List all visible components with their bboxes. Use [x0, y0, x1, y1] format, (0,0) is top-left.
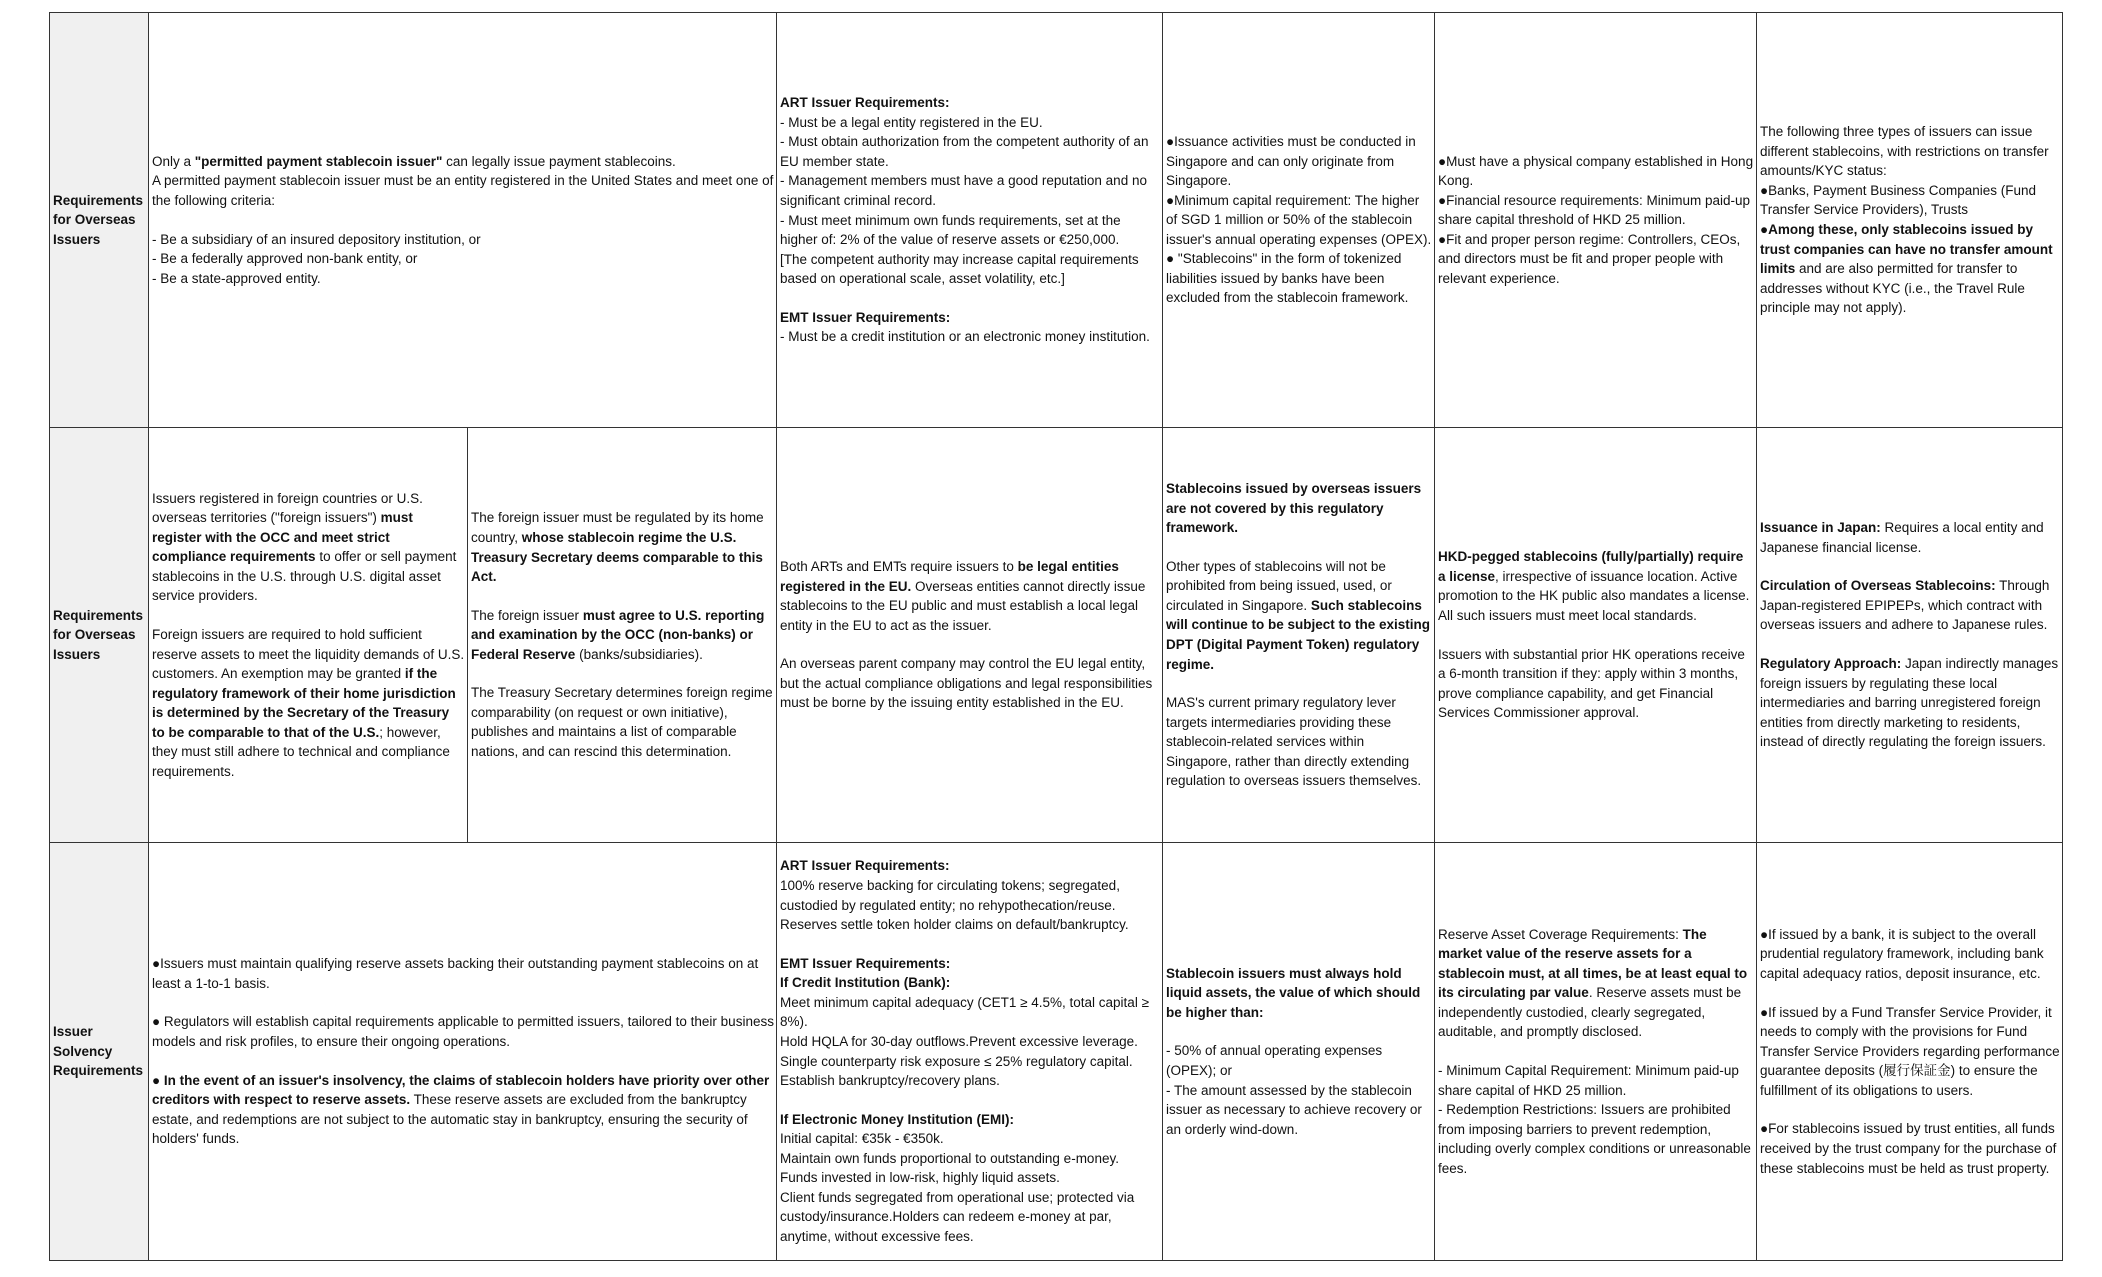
text-run: - Minimum Capital Requirement: Minimum paid-up share capital of HKD 25 million. — [1438, 1063, 1739, 1098]
text-run: The Treasury Secretary determines foreign regime comparability (on request or own initiative), publishes and maintains a list of comparable nations, and can rescind this determination. — [471, 685, 773, 760]
bold-text: "permitted payment stablecoin issuer" — [194, 153, 443, 169]
paragraph — [780, 557, 1160, 635]
paragraph — [152, 954, 774, 993]
bold-text: If Credit Institution (Bank): — [780, 975, 951, 991]
bold-text: Regulatory Approach: — [1760, 656, 1902, 671]
paragraph — [1760, 925, 2060, 984]
paragraph — [1166, 1041, 1432, 1139]
text-run: ●Financial resource requirements: Minimum paid-up share capital threshold of HKD 25 million. — [1438, 192, 1751, 228]
paragraph — [1166, 557, 1432, 674]
paragraph — [1760, 518, 2060, 557]
table-row — [50, 428, 2063, 843]
text-run: ●Must have a physical company established in Hong Kong. — [1438, 153, 1754, 189]
paragraph — [780, 856, 1160, 934]
cell-us-registration — [149, 428, 468, 843]
paragraph — [780, 1110, 1160, 1247]
cell-us — [149, 843, 777, 1261]
text-run: and are also permitted for transfer to addresses without KYC (i.e., the Travel Rule principle may not apply). — [1760, 261, 2025, 316]
table-row — [50, 13, 2063, 428]
cell-eu — [777, 428, 1163, 843]
cell-japan — [1757, 843, 2063, 1261]
text-run: - Must be a legal entity registered in the EU. — [780, 114, 1043, 130]
bold-text: ART Issuer Requirements: — [780, 95, 950, 111]
paragraph — [1760, 576, 2060, 635]
bold-text: EMT Issuer Requirements: — [780, 309, 951, 325]
table-row — [50, 843, 2063, 1261]
paragraph — [152, 625, 465, 782]
text-run: - Must be a credit institution or an electronic money institution. — [780, 329, 1150, 345]
bold-text: must register with the OCC and meet strict compliance requirements — [152, 510, 413, 565]
text-run: Issuers with substantial prior HK operations receive a 6-month transition if they: apply within 3 months, prove compliance capability, and get Financial Services Commissioner approval. — [1438, 646, 1745, 721]
text-run: - Must meet minimum own funds requirements, set at the higher of: 2% of the value of reserve assets or €250,000. — [780, 212, 1121, 248]
row-header: Issuer Solvency Requirements — [50, 843, 149, 1261]
cell-hong-kong — [1435, 843, 1757, 1261]
bold-text: must agree to U.S. reporting and examination by the OCC (non-banks) or Federal Reserve — [471, 607, 765, 662]
text-run: (banks/subsidiaries). — [575, 646, 703, 662]
text-run: 100% reserve backing for circulating tokens; segregated, custodied by regulated entity; no rehypothecation/reuse. Reserves settle token holder claims on default/bankruptcy. — [780, 878, 1129, 933]
paragraph — [1166, 479, 1432, 538]
cell-us-comparability — [468, 428, 777, 843]
bold-text: HKD-pegged stablecoins (fully/partially) require a license — [1438, 549, 1744, 584]
text-run: ●Issuance activities must be conducted in Singapore and can only originate from Singapore. — [1166, 133, 1416, 189]
bold-text: If Electronic Money Institution (EMI): — [780, 1111, 1014, 1127]
text-run: Hold HQLA for 30-day outflows.Prevent excessive leverage. — [780, 1033, 1138, 1049]
paragraph — [1438, 1061, 1754, 1178]
bold-text: Such stablecoins will continue to be subject to the existing DPT (Digital Payment Token) regulatory regime. — [1166, 597, 1431, 672]
text-run: - Redemption Restrictions: Issuers are prohibited from imposing barriers to prevent redemption, including overly complex conditions or unreasonable fees. — [1438, 1102, 1751, 1176]
text-run: [The competent authority may increase capital requirements based on operational scale, asset volatility, etc.] — [780, 251, 1139, 287]
text-run: ● Regulators will establish capital requirements applicable to permitted issuers, tailored to their business models and risk profiles, to ensure their ongoing operations. — [152, 1014, 774, 1049]
text-run: ; however, they must still adhere to technical and compliance requirements. — [152, 724, 450, 779]
text-run: - The amount assessed by the stablecoin issuer as necessary to achieve recovery or an orderly wind-down. — [1166, 1082, 1422, 1137]
paragraph — [152, 152, 774, 211]
paragraph — [471, 508, 774, 586]
cell-eu — [777, 13, 1163, 428]
paragraph — [1438, 925, 1754, 1042]
text-run: - Be a federally approved non-bank entity, or — [152, 251, 418, 267]
paragraph — [1166, 132, 1432, 308]
paragraph — [1760, 654, 2060, 752]
text-run: Client funds segregated from operational use; protected via custody/insurance.Holders can redeem e-money at par, anytime, without excessive fees. — [780, 1189, 1135, 1244]
text-run: - Be a subsidiary of an insured depository institution, or — [152, 231, 481, 247]
paragraph — [1438, 645, 1754, 723]
text-run: ●Issuers must maintain qualifying reserve assets backing their outstanding payment stablecoins on at least a 1-to-1 basis. — [152, 956, 759, 991]
cell-japan — [1757, 428, 2063, 843]
text-run: Foreign issuers are required to hold sufficient reserve assets to meet the liquidity demands of U.S. customers. An exemption may be granted — [152, 626, 465, 682]
cell-eu — [777, 843, 1163, 1261]
row-header: Requirements for Overseas Issuers — [50, 13, 149, 428]
text-run: ●Fit and proper person regime: Controllers, CEOs, and directors must be fit and proper people with relevant experience. — [1438, 231, 1741, 286]
text-run: to offer or sell payment stablecoins in the U.S. through U.S. digital asset service providers. — [152, 549, 457, 604]
text-run: Issuers registered in foreign countries or U.S. overseas territories ("foreign issuers") — [152, 490, 423, 526]
text-run: ● "Stablecoins" in the form of tokenized liabilities issued by banks have been excluded from the stablecoin framework. — [1166, 251, 1409, 306]
text-run: Japan indirectly manages foreign issuers by regulating these local intermediaries and barring unregistered foreign entities from directly marketing to residents, instead of directly regulating the foreign issuers. — [1760, 656, 2059, 750]
text-run: These reserve assets are excluded from the bankruptcy estate, and redemptions are not subject to the automatic stay in bankruptcy, ensuring the security of holders' funds. — [152, 1092, 748, 1147]
bold-text: The market value of the reserve assets for a stablecoin must, at all times, be at least equal to its circulating par value — [1438, 926, 1748, 1001]
bold-text: EMT Issuer Requirements: — [780, 955, 951, 971]
paragraph — [1760, 1119, 2060, 1178]
text-run: MAS's current primary regulatory lever targets intermediaries providing these stablecoin-related services within Singapore, rather than directly extending regulation to overseas issuers themselves. — [1166, 695, 1422, 789]
paragraph — [780, 93, 1160, 289]
text-run: Single counterparty risk exposure ≤ 25% regulatory capital. — [780, 1053, 1133, 1069]
text-run: Reserve Asset Coverage Requirements: — [1438, 926, 1683, 942]
text-run: - 50% of annual operating expenses (OPEX); or — [1166, 1043, 1383, 1078]
text-run: ●If issued by a bank, it is subject to the overall prudential regulatory framework, including bank capital adequacy ratios, deposit insurance, etc. — [1760, 926, 2044, 982]
text-run: Through Japan-registered EPIPEPs, which contract with overseas issuers and adhere to Japanese rules. — [1760, 578, 2050, 633]
paragraph — [1166, 964, 1432, 1023]
text-run: Funds invested in low-risk, highly liquid assets. — [780, 1170, 1060, 1186]
text-run: Both ARTs and EMTs require issuers to — [780, 559, 1018, 575]
text-run: The foreign issuer — [471, 607, 583, 623]
text-run: Only a — [152, 153, 195, 169]
paragraph — [1760, 1003, 2060, 1101]
row-header: Requirements for Overseas Issuers — [50, 428, 149, 843]
cell-singapore — [1163, 843, 1435, 1261]
cell-hong-kong — [1435, 428, 1757, 843]
paragraph — [780, 308, 1160, 347]
text-run: . Reserve assets must be independently custodied, clearly segregated, auditable, and promptly disclosed. — [1438, 985, 1742, 1040]
text-run: Maintain own funds proportional to outstanding e-money. — [780, 1150, 1119, 1166]
paragraph — [780, 654, 1160, 713]
text-run: An overseas parent company may control the EU legal entity, but the actual compliance obligations and legal responsibilities must be borne by the issuing entity established in the EU. — [780, 656, 1153, 711]
bold-text: Issuance in Japan: — [1760, 520, 1881, 536]
text-run: - Be a state-approved entity. — [152, 270, 321, 286]
text-run: ●Minimum capital requirement: The higher of SGD 1 million or 50% of the stablecoin issuer's annual operating expenses (OPEX). — [1166, 192, 1432, 247]
paragraph — [471, 683, 774, 761]
paragraph — [1438, 152, 1754, 289]
paragraph — [152, 230, 774, 289]
paragraph — [152, 1071, 774, 1149]
bold-text: if the regulatory framework of their home jurisdiction is determined by the Secretary of the Treasury to be comparable to that of the U.S. — [152, 666, 456, 740]
text-run: Establish bankruptcy/recovery plans. — [780, 1073, 1000, 1089]
paragraph — [1760, 122, 2060, 318]
text-run: , irrespective of issuance location. Active promotion to the HK public also mandates a license. All such issuers must meet local standards. — [1438, 568, 1750, 623]
text-run: ●If issued by a Fund Transfer Service Provider, it needs to comply with the provisions for Fund Transfer Service Providers regarding performance guarantee deposits (履行保証金) to ensure the fulfillment of its obligations to users. — [1760, 1004, 2060, 1098]
paragraph — [780, 954, 1160, 1091]
text-run: Initial capital: €35k - €350k. — [780, 1131, 944, 1147]
bold-text: whose stablecoin regime the U.S. Treasury Secretary deems comparable to this Act. — [471, 529, 763, 585]
text-run: - Management members must have a good reputation and no significant criminal record. — [780, 173, 1147, 208]
bold-text: Circulation of Overseas Stablecoins: — [1760, 578, 1996, 594]
paragraph — [1438, 547, 1754, 625]
cell-japan — [1757, 13, 2063, 428]
cell-singapore — [1163, 428, 1435, 843]
paragraph — [1166, 693, 1432, 791]
paragraph — [152, 489, 465, 606]
bold-text: ● In the event of an issuer's insolvency, the claims of stablecoin holders have priority over other creditors with respect to reserve assets. — [152, 1072, 770, 1108]
text-run: Overseas entities cannot directly issue stablecoins to the EU public and must establish a local legal entity in the EU to act as the issuer. — [780, 578, 1146, 633]
bold-text: ●Among these, only stablecoins issued by trust companies can have no transfer amount limits — [1760, 222, 2053, 277]
text-run: The foreign issuer must be regulated by its home country, — [471, 510, 764, 545]
text-run: - Must obtain authorization from the competent authority of an EU member state. — [780, 134, 1149, 169]
text-run: Other types of stablecoins will not be prohibited from being issued, used, or circulated in Singapore. — [1166, 558, 1392, 613]
cell-hong-kong — [1435, 13, 1757, 428]
text-run: Requires a local entity and Japanese financial license. — [1760, 520, 2044, 555]
paragraph — [471, 606, 774, 665]
cell-singapore — [1163, 13, 1435, 428]
bold-text: Stablecoin issuers must always hold liquid assets, the value of which should be higher than: — [1166, 965, 1421, 1020]
bold-text: ART Issuer Requirements: — [780, 858, 950, 874]
bold-text: be legal entities registered in the EU. — [780, 559, 1119, 594]
text-run: A permitted payment stablecoin issuer must be an entity registered in the United States and meet one of the following criteria: — [152, 173, 774, 208]
paragraph — [152, 1012, 774, 1051]
text-run: ●Banks, Payment Business Companies (Fund Transfer Service Providers), Trusts — [1760, 182, 2037, 218]
text-run: Meet minimum capital adequacy (CET1 ≥ 4.5%, total capital ≥ 8%). — [780, 994, 1149, 1030]
bold-text: Stablecoins issued by overseas issuers are not covered by this regulatory framework. — [1166, 481, 1422, 536]
text-run: The following three types of issuers can issue different stablecoins, with restrictions on transfer amounts/KYC status: — [1760, 124, 2049, 179]
regulation-comparison-table — [49, 12, 2063, 1261]
cell-us — [149, 13, 777, 428]
text-run: ●For stablecoins issued by trust entities, all funds received by the trust company for the purchase of these stablecoins must be held as trust property. — [1760, 1121, 2057, 1176]
text-run: can legally issue payment stablecoins. — [442, 153, 676, 169]
